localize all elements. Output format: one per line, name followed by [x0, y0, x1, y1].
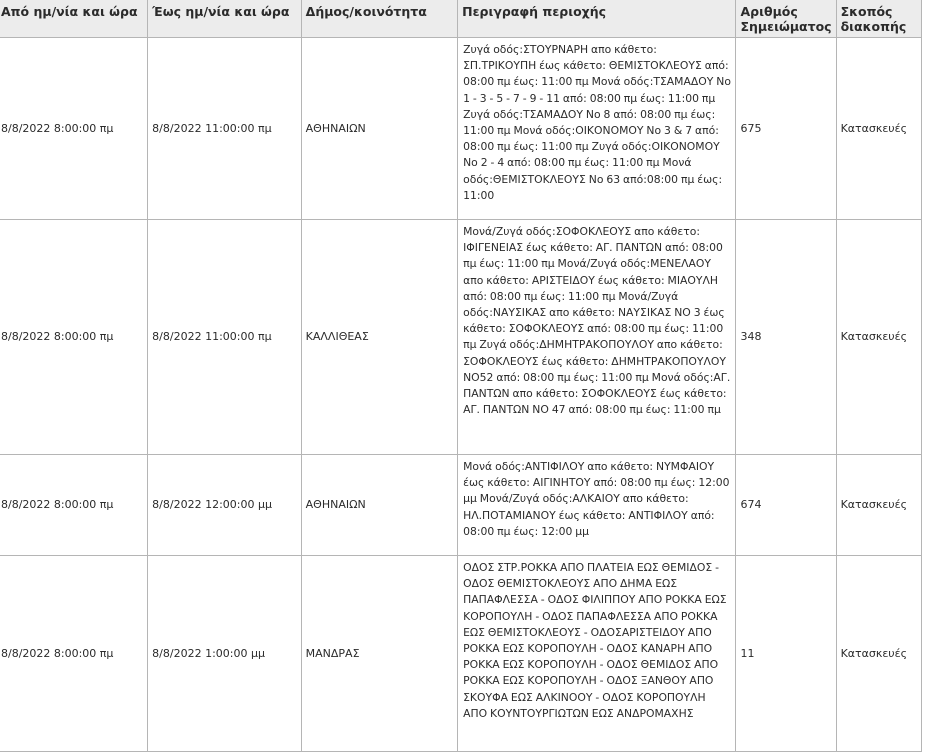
purpose-cell: Κατασκευές: [836, 556, 921, 752]
purpose-cell: Κατασκευές: [836, 38, 921, 220]
municipality-cell: ΚΑΛΛΙΘΕΑΣ: [301, 220, 457, 455]
municipality-cell: ΑΘΗΝΑΙΩΝ: [301, 455, 457, 556]
table-row: [0, 38, 922, 220]
municipality-cell: ΜΑΝΔΡΑΣ: [301, 556, 457, 752]
table-row: [0, 556, 922, 752]
to-datetime-cell: 8/8/2022 1:00:00 μμ: [148, 556, 301, 752]
from-datetime-cell: 8/8/2022 8:00:00 πμ: [0, 38, 148, 220]
header-to-datetime[interactable]: Έως ημ/νία και ώρα: [148, 0, 301, 38]
from-datetime-cell: 8/8/2022 8:00:00 πμ: [0, 455, 148, 556]
to-datetime-cell: 8/8/2022 11:00:00 πμ: [148, 220, 301, 455]
purpose-cell: Κατασκευές: [836, 455, 921, 556]
point-number-cell: 348: [736, 220, 836, 455]
header-point-number[interactable]: Αριθμός Σημειώματος: [736, 0, 836, 38]
area-description-cell: Μονά οδός:ΑΝΤΙΦΙΛΟΥ απο κάθετο: ΝΥΜΦΑΙΟΥ έως κάθετο: ΑΙΓΙΝΗΤΟΥ από: 08:00 πμ έως: 12:00 μμ Μονά/Ζυγά οδός:ΑΛΚΑΙΟΥ απο κάθετο: ΗΛ.ΠΟΤΑΜΙΑΝΟΥ έως κάθετο: ΑΝΤΙΦΙΛΟΥ από: 08:00 πμ έως: 12:00 μμ: [458, 455, 736, 556]
header-municipality[interactable]: Δήμος/κοινότητα: [301, 0, 457, 38]
point-number-cell: 674: [736, 455, 836, 556]
header-purpose[interactable]: Σκοπός διακοπής: [836, 0, 921, 38]
area-description-cell: ΟΔΟΣ ΣΤΡ.ΡΟΚΚΑ ΑΠΟ ΠΛΑΤΕΙΑ ΕΩΣ ΘΕΜΙΔΟΣ - ΟΔΟΣ ΘΕΜΙΣΤΟΚΛΕΟΥΣ ΑΠΟ ΔΗΜΑ ΕΩΣ ΠΑΠΑΦΛΕΣΣΑ - ΟΔΟΣ ΦΙΛΙΠΠΟΥ ΑΠΟ ΡΟΚΚΑ ΕΩΣ ΚΟΡΟΠΟΥΛΗ - ΟΔΟΣ ΠΑΠΑΦΛΕΣΣΑ ΑΠΟ ΡΟΚΚΑ ΕΩΣ ΘΕΜΙΣΤΟΚΛΕΟΥΣ - ΟΔΟΣΑΡΙΣΤΕΙΔΟΥ ΑΠΟ ΡΟΚΚΑ ΕΩΣ ΚΟΡΟΠΟΥΛΗ - ΟΔΟΣ ΚΑΝΑΡΗ ΑΠΟ ΡΟΚΚΑ ΕΩΣ ΚΟΡΟΠΟΥΛΗ - ΟΔΟΣ ΘΕΜΙΔΟΣ ΑΠΟ ΡΟΚΚΑ ΕΩΣ ΚΟΡΟΠΟΥΛΗ - ΟΔΟΣ ΞΑΝΘΟΥ ΑΠΟ ΣΚΟΥΦΑ ΕΩΣ ΑΛΚΙΝΟΟΥ - ΟΔΟΣ ΚΟΡΟΠΟΥΛΗ ΑΠΟ ΚΟΥΝΤΟΥΡΓΙΩΤΩΝ ΕΩΣ ΑΝΔΡΟΜΑΧΗΣ: [458, 556, 736, 752]
to-datetime-cell: 8/8/2022 11:00:00 πμ: [148, 38, 301, 220]
municipality-cell: ΑΘΗΝΑΙΩΝ: [301, 38, 457, 220]
header-from-datetime[interactable]: Από ημ/νία και ώρα: [0, 0, 148, 38]
header-area-description[interactable]: Περιγραφή περιοχής: [458, 0, 736, 38]
header-row: [0, 0, 922, 38]
table-row: [0, 220, 922, 455]
to-datetime-cell: 8/8/2022 12:00:00 μμ: [148, 455, 301, 556]
from-datetime-cell: 8/8/2022 8:00:00 πμ: [0, 220, 148, 455]
point-number-cell: 11: [736, 556, 836, 752]
from-datetime-cell: 8/8/2022 8:00:00 πμ: [0, 556, 148, 752]
area-description-cell: Μονά/Ζυγά οδός:ΣΟΦΟΚΛΕΟΥΣ απο κάθετο: ΙΦΙΓΕΝΕΙΑΣ έως κάθετο: ΑΓ. ΠΑΝΤΩΝ από: 08:00 πμ έως: 11:00 πμ Μονά/Ζυγά οδός:ΜΕΝΕΛΑΟΥ απο κάθετο: ΑΡΙΣΤΕΙΔΟΥ έως κάθετο: ΜΙΑΟΥΛΗ από: 08:00 πμ έως: 11:00 πμ Μονά/Ζυγά οδός:ΝΑΥΣΙΚΑΣ απο κάθετο: ΝΑΥΣΙΚΑΣ ΝΟ 3 έως κάθετο: ΣΟΦΟΚΛΕΟΥΣ από: 08:00 πμ έως: 11:00 πμ Ζυγά οδός:ΔΗΜΗΤΡΑΚΟΠΟΥΛΟΥ απο κάθετο: ΣΟΦΟΚΛΕΟΥΣ έως κάθετο: ΔΗΜΗΤΡΑΚΟΠΟΥΛΟΥ ΝΟ52 από: 08:00 πμ έως: 11:00 πμ Μονά οδός:ΑΓ. ΠΑΝΤΩΝ απο κάθετο: ΣΟΦΟΚΛΕΟΥΣ έως κάθετο: ΑΓ. ΠΑΝΤΩΝ ΝΟ 47 από: 08:00 πμ έως: 11:00 πμ: [458, 220, 736, 455]
purpose-cell: Κατασκευές: [836, 220, 921, 455]
area-description-cell: Ζυγά οδός:ΣΤΟΥΡΝΑΡΗ απο κάθετο: ΣΠ.ΤΡΙΚΟΥΠΗ έως κάθετο: ΘΕΜΙΣΤΟΚΛΕΟΥΣ από: 08:00 πμ έως: 11:00 πμ Μονά οδός:ΤΣΑΜΑΔΟΥ Νο 1 - 3 - 5 - 7 - 9 - 11 από: 08:00 πμ έως: 11:00 πμ Ζυγά οδός:ΤΣΑΜΑΔΟΥ Νο 8 από: 08:00 πμ έως: 11:00 πμ Μονά οδός:ΟΙΚΟΝΟΜΟΥ Νο 3 & 7 από: 08:00 πμ έως: 11:00 πμ Ζυγά οδός:ΟΙΚΟΝΟΜΟΥ Νο 2 - 4 από: 08:00 πμ έως: 11:00 πμ Μονά οδός:ΘΕΜΙΣΤΟΚΛΕΟΥΣ Νο 63 από:08:00 πμ έως: 11:00: [458, 38, 736, 220]
table-row: [0, 455, 922, 556]
point-number-cell: 675: [736, 38, 836, 220]
